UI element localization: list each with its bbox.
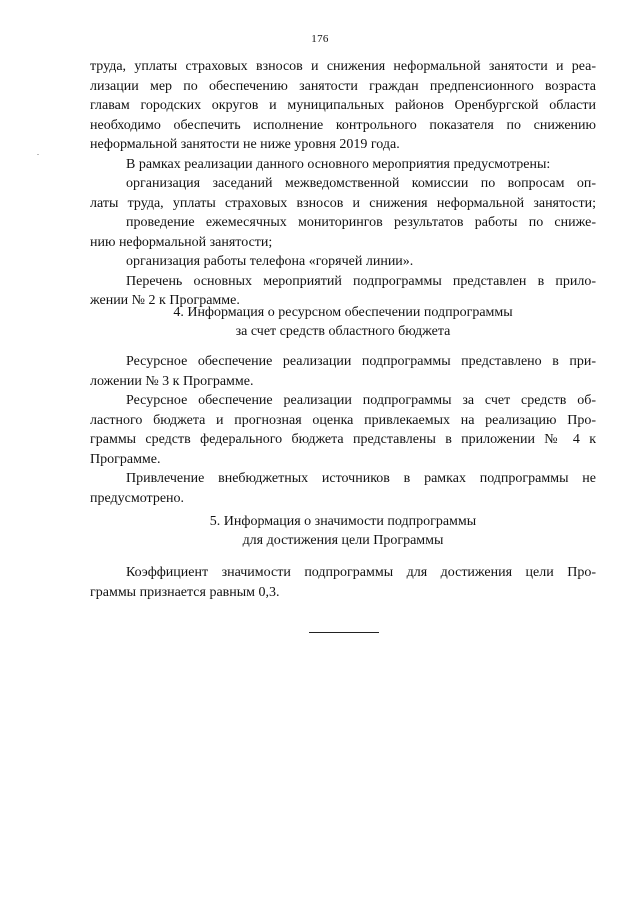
text-line: жении № 2 к Программе. [90, 293, 240, 308]
text-line: необходимо обеспечить исполнение контрольного показателя по снижению [90, 117, 596, 133]
intro-text-block [90, 57, 596, 311]
section-4-heading [90, 303, 596, 341]
text-line: В рамках реализации данного основного мероприятия предусмотрены: [126, 156, 551, 172]
text-line: Привлечение внебюджетных источников в рамках подпрограммы не [126, 471, 596, 486]
text-line: латы труда, уплаты страховых взносов и снижения неформальной занятости; [90, 195, 596, 211]
heading-line: 5. Информация о значимости подпрограммы [209, 514, 477, 529]
text-line: Программе. [90, 451, 161, 467]
text-line: ластного бюджета и прогнозная оценка привлекаемых на реализацию Про- [90, 412, 596, 428]
heading-line: 4. Информация о ресурсном обеспечении подпрограммы [173, 305, 513, 320]
section-5-heading [90, 512, 596, 550]
text-line: организация работы телефона «горячей линии». [126, 254, 414, 269]
heading-line: за счет средств областного бюджета [235, 324, 451, 339]
text-line: нию неформальной занятости; [90, 234, 273, 250]
heading-line: для достижения цели Программы [242, 533, 444, 548]
text-line: неформальной занятости не ниже уровня 2019 года. [90, 137, 400, 152]
text-line: Коэффициент значимости подпрограммы для достижения цели Про- [126, 565, 596, 580]
scan-margin-mark [37, 154, 39, 155]
text-line: Ресурсное обеспечение реализации подпрограммы представлено в при- [126, 354, 596, 369]
section-5-body [90, 563, 596, 602]
text-line: лизации мер по обеспечению занятости граждан предпенсионного возраста [90, 78, 596, 94]
text-line: труда, уплаты страховых взносов и снижения неформальной занятости и реа- [90, 59, 596, 74]
text-line: Ресурсное обеспечение реализации подпрограммы за счет средств об- [126, 393, 596, 408]
text-line: граммы признается равным 0,3. [90, 584, 280, 600]
text-line: граммы средств федерального бюджета представлены в приложении № 4 к [90, 432, 596, 447]
text-line: предусмотрено. [90, 490, 185, 506]
text-line: проведение ежемесячных мониторингов результатов работы по сниже- [126, 215, 596, 230]
section-4-body [90, 352, 596, 508]
text-line: главам городских округов и муниципальных районов Оренбургской области [90, 98, 596, 113]
text-line: Перечень основных мероприятий подпрограммы представлен в прило- [126, 273, 596, 289]
page-number: 176 [311, 33, 329, 45]
text-line: ложении № 3 к Программе. [90, 373, 254, 389]
text-line: организация заседаний межведомственной комиссии по вопросам оп- [126, 176, 596, 191]
closing-rule [309, 632, 379, 633]
